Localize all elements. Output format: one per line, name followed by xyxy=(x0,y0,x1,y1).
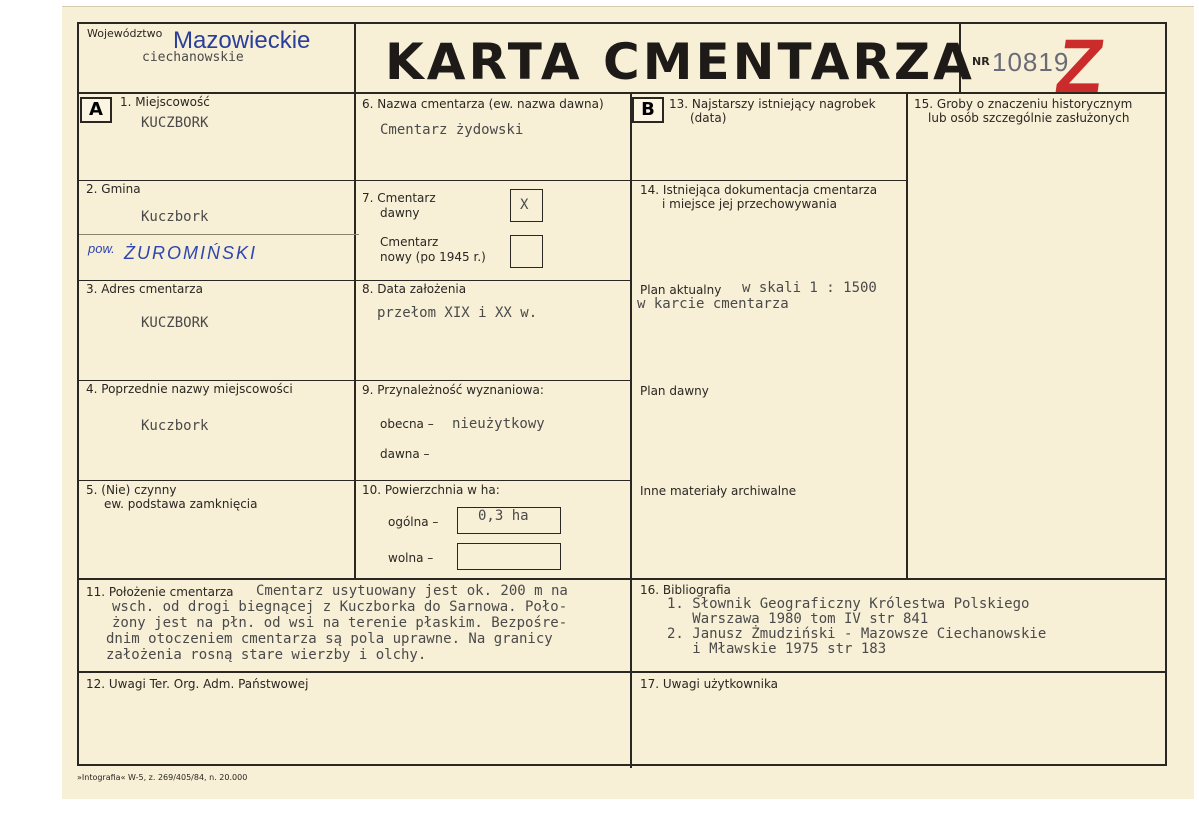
field-7-label: 7. Cmentarz xyxy=(362,191,436,205)
field-3-label: 3. Adres cmentarza xyxy=(86,282,203,296)
field-15-sublabel: lub osób szczególnie zasłużonych xyxy=(928,111,1130,125)
field-14-label: 14. Istniejąca dokumentacja cmentarza xyxy=(640,183,878,197)
field-9-obecna-label: obecna – xyxy=(380,417,434,431)
field-7-nowy-label: Cmentarz xyxy=(380,235,439,249)
field-11-line-2: wsch. od drogi biegnącej z Kuczborka do Sarnowa. Poło- xyxy=(112,599,568,615)
bibliography-item-1-detail: Warszawa 1980 tom IV str 841 xyxy=(667,611,929,627)
field-4-label: 4. Poprzednie nazwy miejscowości xyxy=(86,382,293,396)
wojewodztwo-typed: ciechanowskie xyxy=(142,50,244,65)
pow-underline xyxy=(79,234,359,235)
field-2-value: Kuczbork xyxy=(141,209,209,225)
field-13-label: 13. Najstarszy istniejący nagrobek xyxy=(669,97,876,111)
wojewodztwo-label: Województwo xyxy=(87,27,163,40)
field-8-label: 8. Data założenia xyxy=(362,282,467,296)
field-10-wolna-label: wolna – xyxy=(388,551,434,565)
vline-col2 xyxy=(630,92,632,768)
field-9-dawna-label: dawna – xyxy=(380,447,430,461)
wojewodztwo-stamp: Mazowieckie xyxy=(173,27,311,54)
checkbox-dawny-mark: X xyxy=(520,197,529,213)
checkbox-dawny[interactable] xyxy=(510,189,543,222)
field-11-line-4: dnim otoczeniem cmentarza są pola uprawne. Na granicy xyxy=(106,631,553,647)
hline-6 xyxy=(79,671,1167,673)
hline-4 xyxy=(79,480,630,481)
plan-dawny-label: Plan dawny xyxy=(640,384,709,398)
field-3-value: KUCZBORK xyxy=(141,315,209,331)
cemetery-card xyxy=(62,6,1194,799)
section-a-marker: A xyxy=(80,97,112,123)
field-7-dawny-label: dawny xyxy=(380,206,420,220)
field-11-line-3: żony jest na płn. od wsi na terenie płaskim. Bezpośre- xyxy=(112,615,568,631)
field-2-pow-value: ŻUROMIŃSKI xyxy=(124,243,258,263)
hline-2 xyxy=(79,280,630,281)
field-4-value: Kuczbork xyxy=(141,418,209,434)
field-10-ogolna-label: ogólna – xyxy=(388,515,439,529)
field-6-value: Cmentarz żydowski xyxy=(380,122,524,138)
printer-imprint: »Intografia« W-5, z. 269/405/84, n. 20.000 xyxy=(77,773,248,782)
hline-b1 xyxy=(632,180,906,181)
field-8-value: przełom XIX i XX w. xyxy=(377,305,538,321)
field-10-ogolna-box[interactable] xyxy=(457,507,561,534)
plan-aktualny-label: Plan aktualny xyxy=(640,283,722,297)
card-title: KARTA CMENTARZA xyxy=(385,33,975,91)
vline-col3 xyxy=(906,92,908,578)
plan-aktualny-value: w skali 1 : 1500 xyxy=(742,280,877,296)
inne-materialy-label: Inne materiały archiwalne xyxy=(640,484,797,498)
section-b-marker: B xyxy=(632,97,664,123)
field-11-line-5: założenia rosną stare wierzby i olchy. xyxy=(106,647,427,663)
field-1-value: KUCZBORK xyxy=(141,115,209,131)
field-14-sublabel: i miejsce jej przechowywania xyxy=(662,197,837,211)
field-6-label: 6. Nazwa cmentarza (ew. nazwa dawna) xyxy=(362,97,604,111)
nr-label: NR xyxy=(972,55,990,68)
bibliography-item-2-detail: i Mławskie 1975 str 183 xyxy=(667,641,887,657)
field-10-ogolna-value: 0,3 ha xyxy=(478,508,529,524)
bibliography-item-1: 1. Słownik Geograficzny Królestwa Polskiego xyxy=(667,596,1030,612)
field-2-label: 2. Gmina xyxy=(86,182,141,196)
field-9-obecna-value: nieużytkowy xyxy=(452,416,545,432)
checkbox-nowy[interactable] xyxy=(510,235,543,268)
nr-value: 10819 xyxy=(992,47,1070,77)
field-2-pow-prefix: pow. xyxy=(88,241,115,256)
plan-aktualny-location: w karcie cmentarza xyxy=(637,296,789,312)
header-vline-1 xyxy=(354,24,356,92)
hline-1 xyxy=(79,180,630,181)
field-10-wolna-box[interactable] xyxy=(457,543,561,570)
header-divider xyxy=(79,92,1167,94)
bibliography-item-2: 2. Janusz Żmudziński - Mazowsze Ciechanowskie xyxy=(667,626,1047,642)
field-13-sublabel: (data) xyxy=(690,111,727,125)
field-16-label: 16. Bibliografia xyxy=(640,583,731,597)
hline-5 xyxy=(79,578,1167,580)
field-11-label: 11. Położenie cmentarza xyxy=(86,585,234,599)
field-5-sublabel: ew. podstawa zamknięcia xyxy=(104,497,258,511)
field-9-label: 9. Przynależność wyznaniowa: xyxy=(362,383,544,397)
field-12-label: 12. Uwagi Ter. Org. Adm. Państwowej xyxy=(86,677,309,691)
field-1-label: 1. Miejscowość xyxy=(120,95,210,109)
hline-3 xyxy=(79,380,630,381)
field-7-nowy-sublabel: nowy (po 1945 r.) xyxy=(380,250,486,264)
field-10-label: 10. Powierzchnia w ha: xyxy=(362,483,500,497)
vline-col1 xyxy=(354,92,356,578)
field-5-label: 5. (Nie) czynny xyxy=(86,483,177,497)
field-11-line-1: Cmentarz usytuowany jest ok. 200 m na xyxy=(256,583,568,599)
field-15-label: 15. Groby o znaczeniu historycznym xyxy=(914,97,1133,111)
field-17-label: 17. Uwagi użytkownika xyxy=(640,677,779,691)
nr-mark: Z xyxy=(1051,24,1110,109)
